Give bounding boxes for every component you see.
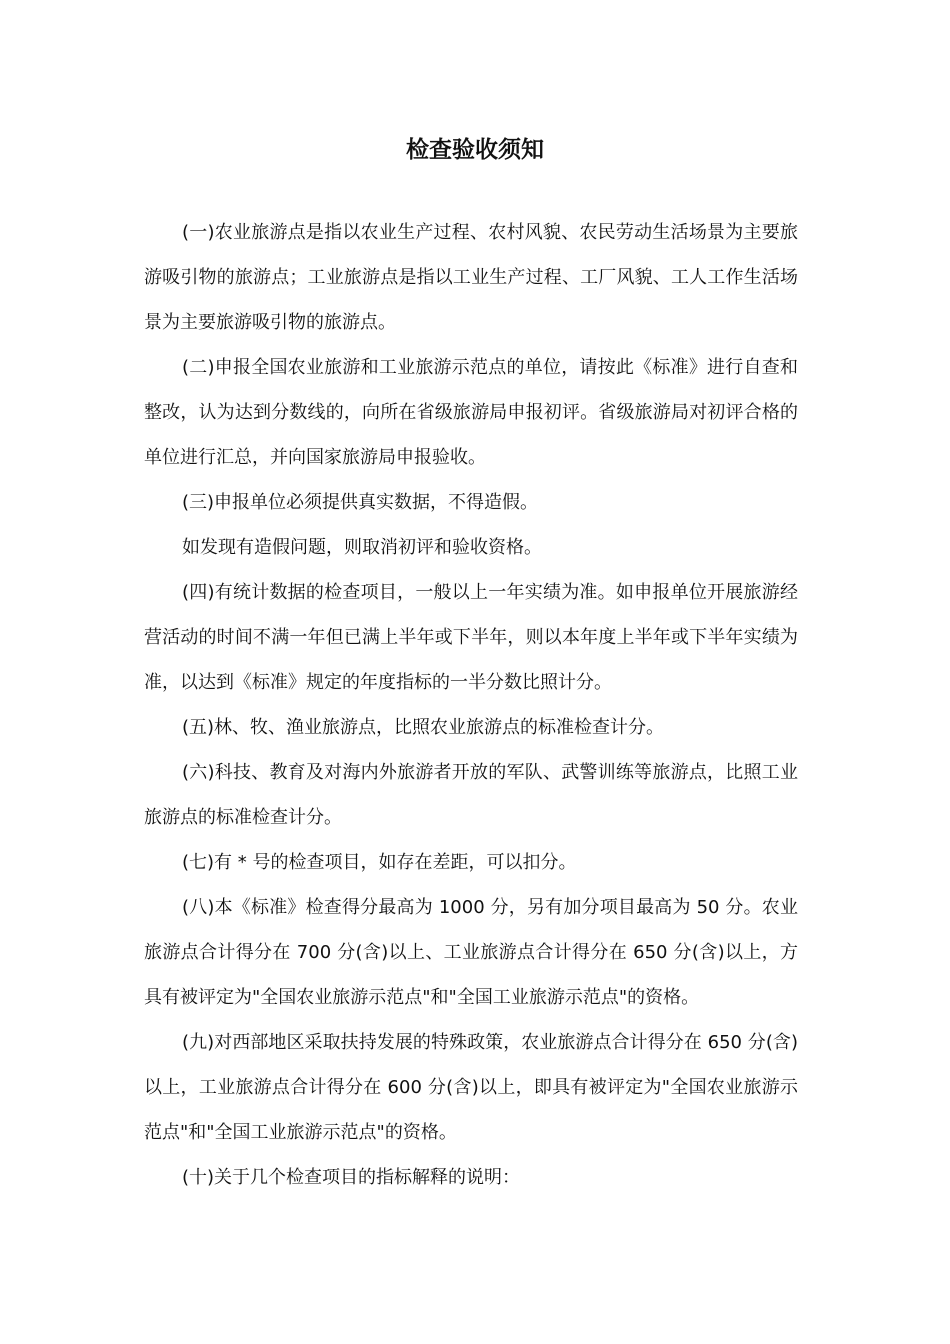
paragraph-9: (八)本《标准》检查得分最高为 1000 分，另有加分项目最高为 50 分。农业旅游点合计得分在 700 分(含)以上、工业旅游点合计得分在 650 分(含)以上，方具有被评定为"全国农业旅游示范点"和"全国工业旅游示范点"的资格。 [144, 897, 798, 1008]
paragraph-6: (五)林、牧、渔业旅游点，比照农业旅游点的标准检查计分。 [182, 717, 665, 738]
paragraph-4: 如发现有造假问题，则取消初评和验收资格。 [182, 537, 542, 558]
paragraph-5: (四)有统计数据的检查项目，一般以上一年实绩为准。如申报单位开展旅游经营活动的时间不满一年但已满上半年或下半年，则以本年度上半年或下半年实绩为准，以达到《标准》规定的年度指标的一半分数比照计分。 [144, 582, 798, 693]
paragraph-1: (一)农业旅游点是指以农业生产过程、农村风貌、农民劳动生活场景为主要旅游吸引物的旅游点；工业旅游点是指以工业生产过程、工厂风貌、工人工作生活场景为主要旅游吸引物的旅游点。 [144, 222, 798, 333]
paragraph-8: (七)有 * 号的检查项目，如存在差距，可以扣分。 [182, 852, 577, 873]
paragraph-2: (二)申报全国农业旅游和工业旅游示范点的单位，请按此《标准》进行自查和整改，认为达到分数线的，向所在省级旅游局申报初评。省级旅游局对初评合格的单位进行汇总，并向国家旅游局申报验收。 [144, 357, 798, 468]
paragraph-11: (十)关于几个检查项目的指标解释的说明： [182, 1167, 521, 1188]
document-body [144, 210, 798, 1200]
paragraph-7: (六)科技、教育及对海内外旅游者开放的军队、武警训练等旅游点，比照工业旅游点的标准检查计分。 [144, 762, 798, 828]
paragraph-3: (三)申报单位必须提供真实数据，不得造假。 [182, 492, 539, 513]
document-title: 检查验收须知 [406, 137, 544, 163]
paragraph-10: (九)对西部地区采取扶持发展的特殊政策，农业旅游点合计得分在 650 分(含)以上，工业旅游点合计得分在 600 分(含)以上，即具有被评定为"全国农业旅游示范点"和"全国工业旅游示范点"的资格。 [144, 1032, 798, 1143]
